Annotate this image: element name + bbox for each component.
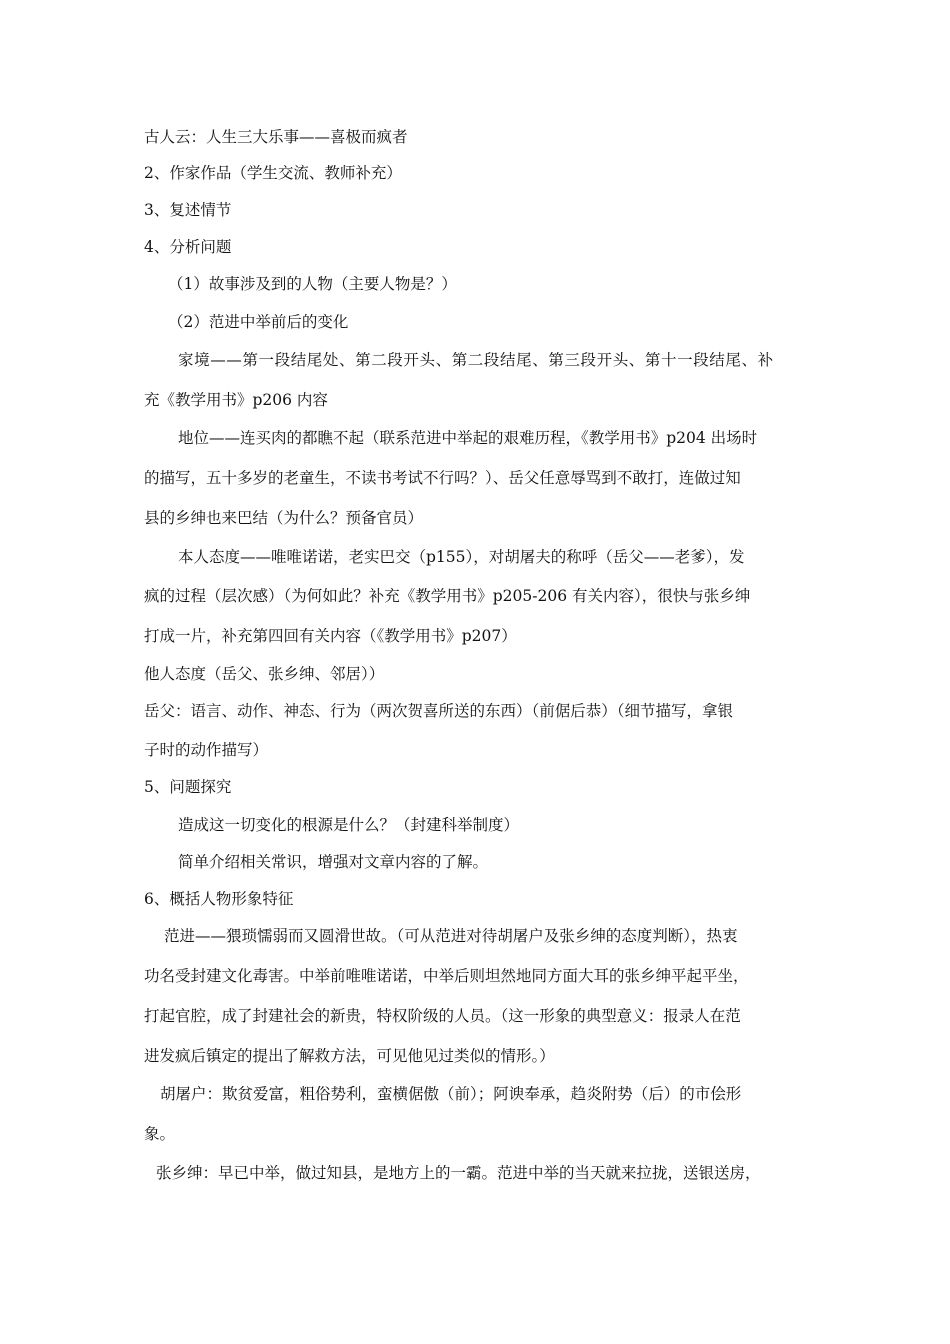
text-line-intro: 古人云：人生三大乐事——喜极而疯者 — [144, 128, 408, 146]
paragraph-fanjin-line-3: 打起官腔，成了封建社会的新贵，特权阶级的人员。（这一形象的典型意义：报录人在范 — [144, 1007, 741, 1025]
paragraph-father-in-law-line-1: 岳父：语言、动作、神态、行为（两次贺喜所送的东西）（前倨后恭）（细节描写，拿银 — [144, 702, 734, 720]
paragraph-root-cause: 造成这一切变化的根源是什么？（封建科举制度） — [178, 816, 520, 834]
subheading-characters: （1）故事涉及到的人物（主要人物是？） — [168, 275, 457, 293]
paragraph-butcher-line-1: 胡屠户：欺贫爱富，粗俗势利，蛮横倨傲（前）；阿谀奉承，趋炎附势（后）的市侩形 — [160, 1085, 742, 1103]
paragraph-father-in-law-line-2: 子时的动作描写） — [144, 741, 269, 759]
paragraph-fanjin-line-1: 范进——猥琐懦弱而又圆滑世故。（可从范进对待胡屠户及张乡绅的态度判断），热衷 — [164, 927, 738, 945]
paragraph-squire-zhang-line-1: 张乡绅：早已中举，做过知县，是地方上的一霸。范进中举的当天就来拉拢，送银送房， — [156, 1164, 761, 1182]
heading-problem-exploration: 5、问题探究 — [144, 778, 232, 796]
paragraph-family-line-1: 家境——第一段结尾处、第二段开头、第二段结尾、第三段开头、第十一段结尾、补 — [178, 351, 774, 369]
heading-character-traits: 6、概括人物形象特征 — [144, 890, 294, 908]
paragraph-attitude-line-1: 本人态度——唯唯诺诺，老实巴交（p155），对胡屠夫的称呼（岳父——老爹），发 — [178, 548, 745, 566]
paragraph-attitude-line-2: 疯的过程（层次感）（为何如此？补充《教学用书》p205-206 有关内容），很快与张乡绅 — [144, 587, 751, 605]
paragraph-attitude-line-3: 打成一片，补充第四回有关内容（《教学用书》p207） — [144, 627, 517, 645]
paragraph-fanjin-line-2: 功名受封建文化毒害。中举前唯唯诺诺，中举后则坦然地同方面大耳的张乡绅平起平坐， — [144, 967, 749, 985]
paragraph-status-line-1: 地位——连买肉的都瞧不起（联系范进中举起的艰难历程，《教学用书》p204 出场时 — [178, 429, 758, 447]
heading-analyze-questions: 4、分析问题 — [144, 238, 232, 256]
heading-author-works: 2、作家作品（学生交流、教师补充） — [144, 164, 402, 182]
paragraph-fanjin-line-4: 进发疯后镇定的提出了解救方法，可见他见过类似的情形。） — [144, 1047, 555, 1065]
paragraph-family-line-2: 充《教学用书》p206 内容 — [144, 391, 328, 409]
subheading-changes: （2）范进中举前后的变化 — [168, 313, 349, 331]
paragraph-background-note: 简单介绍相关常识，增强对文章内容的了解。 — [178, 853, 489, 871]
heading-retell-plot: 3、复述情节 — [144, 201, 232, 219]
subheading-others-attitude: 他人态度（岳父、张乡绅、邻居）） — [144, 665, 385, 683]
paragraph-status-line-2: 的描写，五十多岁的老童生，不读书考试不行吗？）、岳父任意辱骂到不敢打，连做过知 — [144, 469, 741, 487]
paragraph-butcher-line-2: 象。 — [144, 1125, 176, 1143]
paragraph-status-line-3: 县的乡绅也来巴结（为什么？预备官员） — [144, 509, 424, 527]
